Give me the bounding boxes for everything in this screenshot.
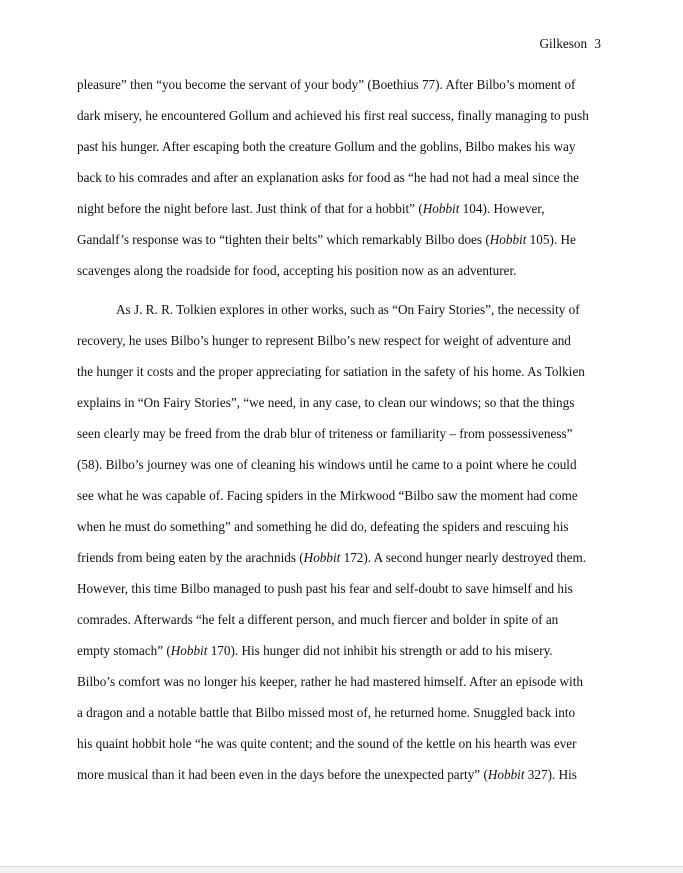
text-segment: a dragon and a notable battle that Bilbo missed most of, he returned home. Snuggled back into xyxy=(77,705,576,720)
text-line xyxy=(77,230,607,261)
running-header xyxy=(539,36,601,52)
italic-title: Hobbit xyxy=(489,232,527,247)
text-line xyxy=(77,261,607,292)
text-segment: night before the night before last. Just think of that for a hobbit” ( xyxy=(77,201,423,216)
italic-title: Hobbit xyxy=(303,550,341,565)
text-segment: scavenges along the roadside for food, accepting his position now as an adventurer. xyxy=(77,263,517,278)
text-segment: comrades. Afterwards “he felt a different person, and much fiercer and bolder in spite of an xyxy=(77,612,559,627)
text-line xyxy=(77,672,607,703)
text-line xyxy=(77,106,607,137)
italic-title: Hobbit xyxy=(170,643,208,658)
text-segment: explains in “On Fairy Stories”, “we need, in any case, to clean our windows; so that the things xyxy=(77,395,575,410)
text-line xyxy=(77,703,607,734)
header-page-number: 3 xyxy=(594,36,601,51)
paragraph xyxy=(77,300,607,796)
paragraph-gap xyxy=(77,292,607,300)
text-segment: 104). However, xyxy=(459,201,545,216)
text-line xyxy=(77,765,607,796)
text-segment: 327). His xyxy=(524,767,577,782)
text-line xyxy=(77,610,607,641)
text-segment: As J. R. R. Tolkien explores in other works, such as “On Fairy Stories”, the necessity of xyxy=(116,302,580,317)
text-line xyxy=(77,300,607,331)
text-segment: past his hunger. After escaping both the creature Gollum and the goblins, Bilbo makes his way xyxy=(77,139,576,154)
text-line xyxy=(77,424,607,455)
text-segment: 170). His hunger did not inhibit his strength or add to his misery. xyxy=(207,643,553,658)
text-line xyxy=(77,393,607,424)
text-segment: 105). He xyxy=(526,232,576,247)
text-segment: 172). A second hunger nearly destroyed them. xyxy=(340,550,587,565)
text-segment: more musical than it had been even in the days before the unexpected party” ( xyxy=(77,767,488,782)
text-segment: (58). Bilbo’s journey was one of cleaning his windows until he came to a point where he could xyxy=(77,457,577,472)
text-segment: see what he was capable of. Facing spiders in the Mirkwood “Bilbo saw the moment had come xyxy=(77,488,578,503)
header-author: Gilkeson xyxy=(539,36,588,51)
text-segment: Bilbo’s comfort was no longer his keeper, rather he had mastered himself. After an episode with xyxy=(77,674,583,689)
text-line xyxy=(77,517,607,548)
paragraph xyxy=(77,75,607,292)
text-line xyxy=(77,486,607,517)
text-segment: However, this time Bilbo managed to push past his fear and self-doubt to save himself and his xyxy=(77,581,573,596)
italic-title: Hobbit xyxy=(487,767,525,782)
text-line xyxy=(77,641,607,672)
text-line xyxy=(77,579,607,610)
text-line xyxy=(77,455,607,486)
text-line xyxy=(77,734,607,765)
text-line xyxy=(77,75,607,106)
text-segment: his quaint hobbit hole “he was quite content; and the sound of the kettle on his hearth was ever xyxy=(77,736,577,751)
text-segment: recovery, he uses Bilbo’s hunger to represent Bilbo’s new respect for weight of adventure and xyxy=(77,333,571,348)
text-segment: back to his comrades and after an explanation asks for food as “he had not had a meal since the xyxy=(77,170,580,185)
text-segment: friends from being eaten by the arachnids ( xyxy=(77,550,304,565)
text-segment: when he must do something” and something he did do, defeating the spiders and rescuing his xyxy=(77,519,569,534)
text-segment: empty stomach” ( xyxy=(77,643,171,658)
text-segment: the hunger it costs and the proper appreciating for satiation in the safety of his home. As Tolkien xyxy=(77,364,585,379)
text-line xyxy=(77,548,607,579)
italic-title: Hobbit xyxy=(422,201,460,216)
text-segment: seen clearly may be freed from the drab blur of triteness or familiarity – from possessiveness” xyxy=(77,426,573,441)
text-line xyxy=(77,137,607,168)
body-text xyxy=(77,75,607,796)
text-segment: Gandalf’s response was to “tighten their belts” which remarkably Bilbo does ( xyxy=(77,232,490,247)
text-segment: pleasure” then “you become the servant of your body” (Boethius 77). After Bilbo’s moment of xyxy=(77,77,576,92)
text-segment: dark misery, he encountered Gollum and achieved his first real success, finally managing to push xyxy=(77,108,589,123)
text-line xyxy=(77,199,607,230)
text-line xyxy=(77,331,607,362)
text-line xyxy=(77,362,607,393)
text-line xyxy=(77,168,607,199)
